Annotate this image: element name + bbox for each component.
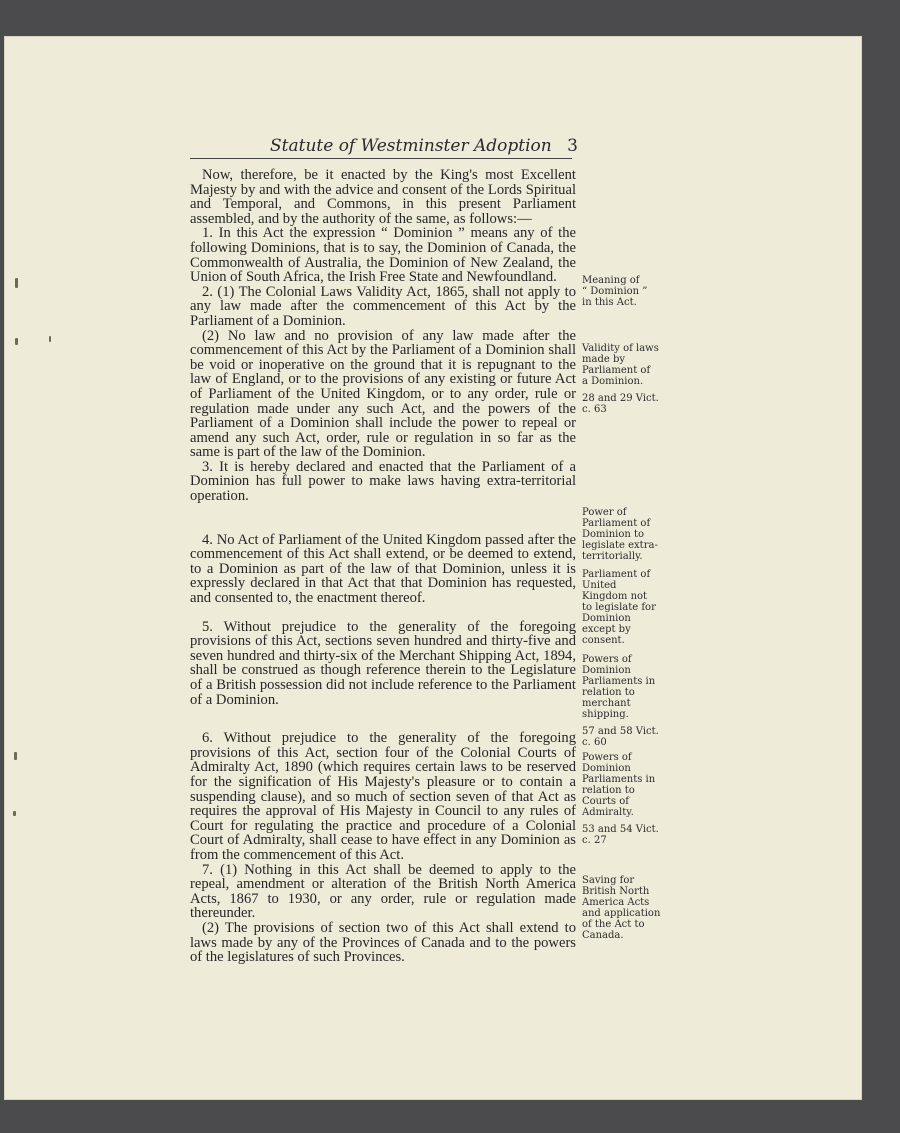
binding-mark	[15, 338, 18, 345]
marginal-note-1	[582, 264, 672, 308]
section-2-1-paragraph: 2. (1) The Colonial Laws Validity Act, 1865, shall not apply to any law made after the commencement of this Act by the Parliament of a Dominion.	[190, 283, 576, 329]
marginal-note-text: Power of Parliament of Dominion to legislate extra- territorially.	[582, 507, 658, 562]
page-number: 3	[567, 136, 578, 156]
running-header	[188, 136, 578, 158]
section-5-paragraph: 5. Without prejudice to the generality of the foregoing provisions of this Act, sections seven hundred and thirty-five and seven hundred and thirty-six of the Merchant Shipping Act, 1894, shall be construed as though reference therein to the Legislature of a British possession did not include reference to the Parliament of a Dominion.	[190, 618, 576, 708]
section-6-paragraph: 6. Without prejudice to the generality of the foregoing provisions of this Act, section four of the Colonial Courts of Admiralty Act, 1890 (which requires certain laws to be reserved for the signification of His Majesty's pleasure or to contain a suspending clause), and so much of section seven of that Act as requires the approval of His Majesty in Council to any rules of Court for regulating the practice and procedure of a Colonial Court of Admiralty, shall cease to have effect in any Dominion as from the commencement of this Act.	[190, 730, 576, 863]
marginal-note-text: Parliament of United Kingdom not to legislate for Dominion except by consent.	[582, 569, 656, 646]
section-7-2-paragraph: (2) The provisions of section two of this Act shall extend to laws made by any of the Provinces of Canada and to the powers of the legislatures of such Provinces.	[190, 919, 576, 966]
section-7-1-paragraph: 7. (1) Nothing in this Act shall be deemed to apply to the repeal, amendment or alteration of the British North America Acts, 1867 to 1930, or any order, rule or regulation made thereunder.	[190, 861, 576, 922]
marginal-note-text: Validity of laws made by Parliament of a Dominion.	[582, 343, 659, 387]
section-2-2-paragraph: (2) No law and no provision of any law made after the commencement of this Act by the Parliament of a Dominion shall be void or inoperative on the ground that it is repugnant to the law of England, or to the provisions of any existing or future Act of Parliament of the United Kingdom, or to any order, rule or regulation made under any such Act, and the powers of the Parliament of a Dominion shall include the power to repeal or amend any such Act, order, rule or regulation in so far as the same is part of the law of the Dominion.	[190, 327, 576, 461]
preamble-paragraph: Now, therefore, be it enacted by the King's most Excellent Majesty by and with the advice and consent of the Lords Spiritual and Temporal, and Commons, in this present Parliament assembled, and by the authority of the same, as follows:—	[190, 167, 576, 227]
section-1-paragraph: 1. In this Act the expression “ Dominion ” means any of the following Dominions, that is to say, the Dominion of Canada, the Commonwealth of Australia, the Dominion of New Zealand, the Union of South Africa, the Irish Free State and Newfoundland.	[190, 225, 576, 286]
section-3-paragraph: 3. It is hereby declared and enacted that the Parliament of a Dominion has full power to make laws having extra-territorial operation.	[190, 458, 576, 505]
marginal-note-2	[582, 332, 672, 426]
marginal-note-citation: 57 and 58 Vict. c. 60	[582, 726, 659, 748]
marginal-note-text: Powers of Dominion Parliaments in relation to merchant shipping.	[582, 654, 656, 720]
marginal-note-text: Powers of Dominion Parliaments in relation to Courts of Admiralty.	[582, 752, 656, 818]
binding-mark	[15, 278, 18, 288]
section-4-paragraph: 4. No Act of Parliament of the United Kingdom passed after the commencement of this Act shall extend, or be deemed to extend, to a Dominion as part of the law of that Dominion, unless it is expressly declared in that Act that that Dominion has requested, and consented to, the enactment thereof.	[190, 531, 576, 607]
header-title: Statute of Westminster Adoption	[270, 136, 552, 156]
marginal-note-6	[582, 741, 672, 857]
binding-mark	[13, 811, 16, 816]
marginal-note-text: Saving for British North America Acts and application of the Act to Canada.	[582, 875, 661, 941]
marginal-note-text: Meaning of “ Dominion ” in this Act.	[582, 275, 648, 308]
marginal-note-citation: 28 and 29 Vict. c. 63	[582, 393, 659, 415]
statute-text	[190, 168, 576, 965]
marginal-note-7	[582, 864, 672, 941]
marginal-note-citation: 53 and 54 Vict. c. 27	[582, 824, 659, 846]
header-rule	[190, 158, 572, 159]
binding-mark	[14, 752, 17, 760]
marginal-note-3	[582, 496, 672, 562]
marginal-note-4	[582, 558, 672, 646]
binding-mark	[49, 336, 51, 342]
